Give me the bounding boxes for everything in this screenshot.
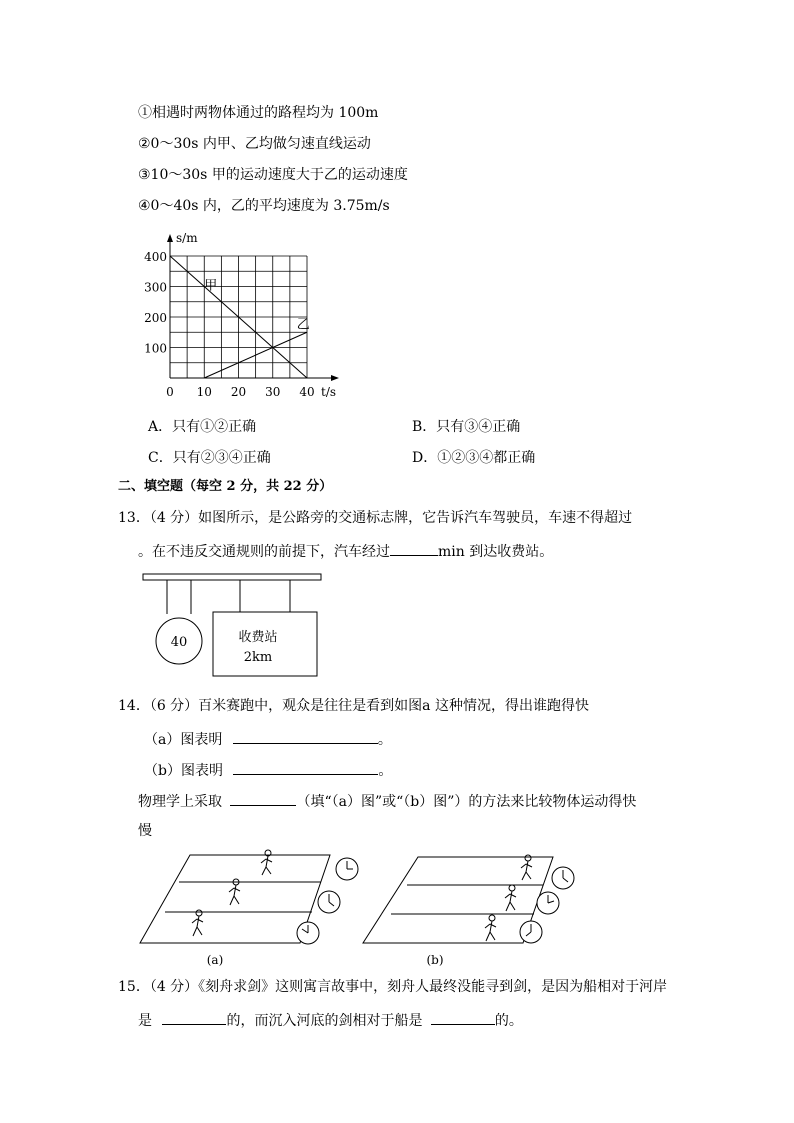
q14-line1: 14．（6 分）百米赛跑中，观众是往往是看到如图a 这种情况，得出谁跑得快 — [118, 698, 589, 714]
q15-line2-a: 是 — [138, 1013, 152, 1029]
toll-station-text: 收费站 — [238, 630, 278, 645]
statement-2: ②0～30s 内甲、乙均做匀速直线运动 — [138, 136, 371, 152]
race-figure-b — [363, 855, 574, 967]
choice-d[interactable]: D．①②③④都正确 — [412, 450, 536, 466]
statement-3: ③10～30s 甲的运动速度大于乙的运动速度 — [138, 167, 408, 183]
q13-line2-a: 。在不违反交通规则的前提下，汽车经过 — [138, 544, 390, 560]
q15-line2-c: 的。 — [494, 1013, 523, 1029]
x-axis-arrow — [331, 375, 339, 381]
st-graph — [130, 225, 360, 405]
statement-4: ④0～40s 内，乙的平均速度为 3.75m/s — [138, 198, 390, 214]
y-axis-label: s/m — [176, 231, 198, 245]
q13-line2-b: min 到达收费站。 — [438, 544, 554, 560]
q14-a-label: （a）图表明 — [144, 732, 223, 748]
x-tick-label: 40 — [299, 385, 315, 399]
series-label-yi: 乙 — [296, 317, 310, 333]
q15-line2-b: 的，而沉入河底的剑相对于船是 — [226, 1013, 423, 1029]
q15-blank-2[interactable] — [431, 1010, 495, 1025]
x-tick-label: 10 — [196, 385, 212, 399]
q14-b-blank[interactable] — [233, 760, 378, 775]
series-label-jia: 甲 — [204, 278, 218, 294]
distance-text: 2km — [243, 650, 273, 665]
x-tick-label: 30 — [265, 385, 281, 399]
q14-line4-b: （填“（a）图”或“（b）图”）的方法来比较物体运动得快 — [296, 794, 637, 810]
choice-c[interactable]: C．只有②③④正确 — [148, 450, 271, 466]
q15-line1: 15．（4 分）《刻舟求剑》这则寓言故事中，刻舟人最终没能寻到剑，是因为船相对于河岸 — [118, 979, 668, 995]
x-tick-label: 20 — [230, 385, 247, 399]
q15-blank-1[interactable] — [162, 1010, 226, 1025]
section-title: 二、填空题（每空 2 分，共 22 分） — [118, 479, 333, 494]
fig-b-label: (b) — [426, 953, 444, 967]
choice-a[interactable]: A．只有①②正确 — [148, 419, 257, 435]
statement-1: ①相遇时两物体通过的路程均为 100m — [138, 105, 379, 121]
x-axis-label: t/s — [321, 385, 337, 399]
speed-limit-text: 40 — [170, 635, 188, 650]
q14-a-blank[interactable] — [233, 729, 378, 744]
q13-line1: 13．（4 分）如图所示，是公路旁的交通标志牌，它告诉汽车驾驶员，车速不得超过 — [118, 510, 633, 526]
y-tick-label: 100 — [144, 341, 167, 356]
fig-a-label: (a) — [206, 953, 224, 967]
x-tick-label: 0 — [166, 385, 174, 399]
y-tick-label: 300 — [144, 280, 167, 295]
choice-b[interactable]: B．只有③④正确 — [412, 419, 521, 435]
q14-line4-a: 物理学上采取 — [138, 794, 222, 810]
race-figures — [135, 845, 585, 970]
q14-b-label: （b）图表明 — [144, 763, 223, 779]
y-axis-arrow — [167, 234, 173, 242]
y-tick-label: 200 — [144, 311, 167, 325]
q14-line4 — [138, 791, 636, 811]
q14-a-line: （a）图表明 。 — [144, 729, 392, 749]
q13-blank[interactable] — [390, 541, 438, 556]
q13-line2 — [138, 541, 553, 561]
y-tick-label: 400 — [144, 250, 167, 264]
q14-line5: 慢 — [138, 823, 152, 839]
traffic-sign-figure — [140, 570, 325, 680]
q15-line2 — [138, 1010, 523, 1030]
race-figure-a — [140, 850, 358, 967]
q14-b-line: （b）图表明 。 — [144, 760, 392, 780]
q14-method-blank[interactable] — [230, 791, 296, 806]
